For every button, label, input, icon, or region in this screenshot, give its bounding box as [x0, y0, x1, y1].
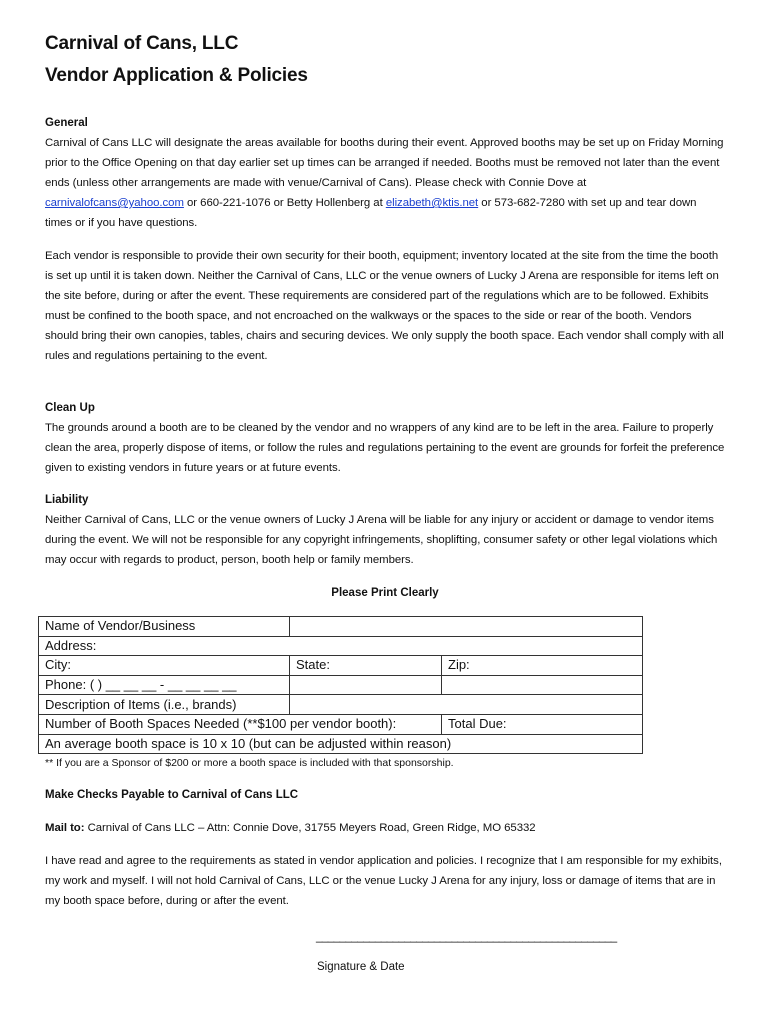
general-text-part-2: or 660-221-1076 or Betty Hollenberg at	[183, 197, 386, 209]
document-subtitle: Vendor Application & Policies	[45, 65, 308, 86]
form-row-city	[39, 656, 643, 676]
form-row-booth-spaces	[39, 714, 643, 734]
city-label: City:	[45, 657, 71, 673]
vendor-name-field[interactable]	[290, 617, 643, 637]
total-due-label: Total Due:	[448, 716, 507, 732]
phone-label: Phone: ( ) __ __ __ - __ __ __ __	[45, 677, 237, 693]
cleanup-heading: Clean Up	[45, 402, 95, 414]
state-field[interactable]	[290, 656, 442, 676]
address-field[interactable]	[39, 636, 643, 656]
form-row-description	[39, 695, 643, 715]
liability-heading: Liability	[45, 494, 89, 506]
sponsor-note: ** If you are a Sponsor of $200 or more a booth space is included with that sponsorship.	[45, 757, 454, 769]
general-paragraph-2: Each vendor is responsible to provide their own security for their booth, equipment; inventory located at the site from the time the booth is set up until it is taken down. Neither the Carnival of Cans, LLC or the venue owners of Lucky J Arena are responsible for items left on the site before, during or after the event. These requirements are considered part of the regulations which are to be followed. Exhibits must be confined to the booth space, and not encroached on the walkways or the spaces to the side or rear of the booth. Vendors should bring their own canopies, tables, chairs and securing devices. We only supply the booth space. Each vendor shall comply with all rules and regulations pertaining to the event.	[45, 250, 724, 362]
general-paragraph-1	[45, 133, 725, 233]
form-row-address	[39, 636, 643, 656]
booth-spaces-label: Number of Booth Spaces Needed (**$100 per vendor booth):	[45, 716, 397, 732]
agreement-paragraph: I have read and agree to the requirements as stated in vendor application and policies. I recognize that I am responsible for my exhibits, my work and myself. I will not hold Carnival of Cans, LLC or the venue Lucky J Arena for any injury, loss or damage of items that are in my booth space before, during or after the event.	[45, 855, 722, 907]
document-title: Carnival of Cans, LLC	[45, 33, 239, 54]
total-due-field[interactable]	[442, 714, 643, 734]
phone-field[interactable]	[39, 675, 290, 695]
form-row-name	[39, 617, 643, 637]
mail-to-label: Mail to:	[45, 822, 85, 834]
description-label: Description of Items (i.e., brands)	[39, 695, 290, 715]
liability-paragraph: Neither Carnival of Cans, LLC or the venue owners of Lucky J Arena will be liable for any injury or accident or damage to vendor items during the event. We will not be responsible for any copyright infringements, shoplifting, consumer safety or other legal violations which may occur with regards to product, person, booth help or family members.	[45, 514, 718, 566]
general-text-part-1: Carnival of Cans LLC will designate the areas available for booths during their event. Approved booths may be set up on Friday Morning prior to the Office Opening on that day earlier set up times can be arranged if needed. Booths must be removed not later than the event ends (unless other arrangements are made with venue/Carnival of Cans). Please check with Connie Dove at	[45, 137, 724, 189]
phone-extra-field-1[interactable]	[290, 675, 442, 695]
checks-payable-heading: Make Checks Payable to Carnival of Cans LLC	[45, 789, 299, 801]
mail-to-address: Carnival of Cans LLC – Attn: Connie Dove, 31755 Meyers Road, Green Ridge, MO 65332	[84, 822, 536, 834]
vendor-form-table	[38, 616, 643, 754]
general-heading: General	[45, 117, 88, 129]
phone-extra-field-2[interactable]	[442, 675, 643, 695]
average-booth-note: An average booth space is 10 x 10 (but can be adjusted within reason)	[39, 734, 643, 754]
zip-label: Zip:	[448, 657, 470, 673]
city-field[interactable]	[39, 656, 290, 676]
description-field[interactable]	[290, 695, 643, 715]
address-label: Address:	[45, 637, 97, 653]
form-row-average-booth	[39, 734, 643, 754]
betty-email-link[interactable]: elizabeth@ktis.net	[385, 197, 479, 209]
general-text-part-3: or 573-682-7280 with set up and tear down times or if you have questions.	[45, 197, 697, 229]
booth-spaces-field[interactable]	[39, 714, 442, 734]
state-label: State:	[296, 657, 330, 673]
signature-label: Signature & Date	[317, 961, 405, 973]
print-clearly-heading: Please Print Clearly	[331, 587, 439, 599]
form-row-phone	[39, 675, 643, 695]
connie-email-link[interactable]: carnivalofcans@yahoo.com	[45, 197, 184, 209]
zip-field[interactable]	[442, 656, 643, 676]
cleanup-paragraph: The grounds around a booth are to be cleaned by the vendor and no wrappers of any kind are to be left in the area. Failure to properly clean the area, properly dispose of items, or follow the rules and regulations pertaining to the event are grounds for forfeit the preference given to existing vendors in future years or at future events.	[45, 422, 725, 474]
vendor-name-label: Name of Vendor/Business	[39, 617, 290, 637]
signature-line[interactable]: ___________________________________________________	[316, 931, 617, 943]
mail-to-line	[45, 818, 725, 838]
